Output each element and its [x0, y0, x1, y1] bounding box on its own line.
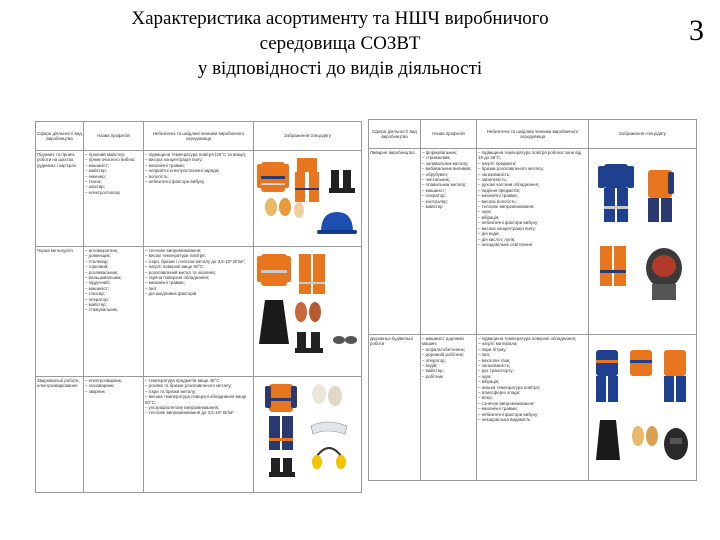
header-professions: Назва професій	[421, 120, 477, 149]
list-item: – стрижневик;	[422, 155, 451, 161]
list-item: – оператор;	[422, 357, 446, 363]
list-item: – гаряча поверхня обладнання;	[145, 275, 210, 281]
row-hazards	[144, 377, 254, 493]
row-professions	[421, 149, 477, 335]
list-item: – машиніст дорожніх машин;	[422, 336, 465, 347]
list-item: – падіння предметів;	[478, 187, 521, 193]
table-row	[369, 149, 697, 335]
gloves-icon	[295, 302, 321, 322]
list-item: – зварник	[85, 388, 105, 394]
boots-icon	[269, 458, 295, 477]
list-item: – шахтар;	[85, 184, 105, 190]
header-hazards: Небезпечні та шкідливі чинники виробничого середовища	[144, 122, 254, 151]
table-row	[36, 247, 362, 377]
miner-workwear-illustration	[255, 152, 361, 244]
header-sphere: Сфера діяльності вид виробництва	[36, 122, 84, 151]
row-professions	[421, 335, 477, 481]
row-sphere: Дорожньо-будівельні роботи	[369, 335, 421, 481]
list-item: – механічні травми;	[145, 280, 185, 286]
apron-icon	[259, 300, 289, 344]
list-item: – підручний;	[85, 280, 111, 286]
list-item: – незадовільна видимість	[478, 417, 531, 423]
row-sphere: Ливарне виробництво	[369, 149, 421, 335]
jacket-icon	[630, 350, 652, 376]
road-works-workwear-illustration	[590, 336, 696, 476]
row-sphere: Зварювальні роботи, електрозварювання	[36, 377, 84, 493]
list-item: – сталевар;	[85, 258, 109, 264]
list-item: – загазованість;	[478, 363, 511, 369]
list-item: – бризки розплавленого металу;	[478, 166, 544, 172]
list-item: – технік;	[85, 179, 102, 185]
gloves-icon	[632, 426, 658, 446]
list-item: – незадовільне освітлення	[478, 241, 533, 247]
list-item: – машиніст;	[85, 162, 109, 168]
list-item: – високі температури повітря;	[145, 253, 206, 259]
gloves-icon	[312, 384, 342, 406]
list-item: – іскри та бризки металу;	[145, 388, 197, 394]
list-item: – механічні травми;	[478, 406, 518, 412]
list-item: – майстер;	[85, 168, 107, 174]
list-item: – обрубувач;	[422, 171, 449, 177]
row-hazards	[477, 335, 589, 481]
apron-icon	[596, 420, 620, 460]
list-item: – горновий;	[85, 264, 109, 270]
row-hazards	[477, 149, 589, 335]
list-item: – водій;	[422, 363, 438, 369]
right-table	[368, 119, 697, 481]
row-sphere: Підземні та гірничі роботи на шахтах, рудниках і кар'єрах	[36, 151, 84, 247]
list-item: – механічні травми;	[145, 162, 185, 168]
list-item: – заливальник металу;	[422, 160, 469, 166]
list-item: – дія води;	[478, 231, 500, 237]
list-item: – теплове випромінювання;	[478, 204, 535, 210]
jacket-icon	[664, 350, 686, 402]
row-professions	[84, 377, 144, 493]
page-number: 3	[689, 14, 704, 47]
list-item: – доменщик;	[85, 253, 111, 259]
list-item: – нагріті предмети;	[478, 160, 517, 166]
list-item: – підвищена температура поверхні обладнання;	[478, 336, 577, 341]
list-item: – неприятні електростатичні заряди;	[145, 168, 220, 174]
list-item: – дія кислот, лугів;	[478, 236, 516, 242]
jacket-icon	[596, 350, 618, 402]
table-header-row	[369, 120, 697, 149]
header-professions: Назва професій	[84, 122, 144, 151]
list-item: – машиніст;	[422, 187, 446, 193]
jacket-icon	[648, 170, 674, 222]
title-line-3: у відповідності до видів діяльності	[197, 58, 483, 79]
list-item: – розливальник;	[85, 269, 119, 275]
list-item: – небезпечні фактори вибуху	[145, 179, 205, 185]
list-item: – висока температура поверхні обладнання вище 60°C;	[145, 394, 247, 405]
list-item: – вальцювальник;	[85, 275, 122, 281]
list-item: – рухомі частини обладнання;	[478, 182, 540, 188]
list-item: – сонячне випромінювання;	[478, 400, 535, 406]
list-item: – пил;	[478, 352, 491, 358]
foundry-workwear-illustration	[590, 150, 696, 330]
list-item: – робітник	[422, 373, 443, 379]
helmet-icon	[317, 212, 357, 234]
list-item: – майстер;	[85, 302, 107, 308]
list-item: – іскри, бризки і сплески металу до 3,5·10⁵ Вт/м²;	[145, 258, 245, 264]
list-item: – слюсар;	[85, 291, 106, 297]
list-item: – атмосферні опади;	[478, 390, 521, 396]
list-item: – вихлопні гази;	[478, 357, 511, 363]
row-professions	[84, 151, 144, 247]
list-item: – шум;	[478, 209, 492, 215]
list-item: – плавильник металу;	[422, 182, 467, 188]
list-item: – інженер;	[85, 173, 106, 179]
list-item: – стажувальник	[85, 307, 117, 313]
list-item: – вібрація;	[478, 379, 500, 385]
list-item: – загазованість;	[478, 171, 511, 177]
table-row	[369, 335, 697, 481]
table-header-row	[36, 122, 362, 151]
header-sphere: Сфера діяльності вид виробництва	[369, 120, 421, 149]
list-item: – вибивальник виливків;	[422, 166, 472, 172]
boots-icon	[295, 332, 323, 353]
list-item: – формувальник;	[422, 150, 458, 155]
list-item: – майстер	[422, 204, 443, 210]
list-item: – оператор;	[422, 193, 446, 199]
boots-icon	[329, 170, 355, 193]
list-item: – пари бітуму;	[478, 346, 507, 352]
workwear-images	[254, 247, 362, 377]
title-line-1: Характеристика асортименту та НШЧ виробничого	[131, 8, 549, 29]
list-item: – дія шкідливих факторів	[145, 291, 197, 297]
workwear-images	[589, 149, 697, 335]
list-item: – гірничий майстер;	[85, 152, 126, 157]
list-item: – чистильник;	[422, 177, 450, 183]
page-title	[60, 6, 620, 81]
list-item: – пил;	[145, 285, 158, 291]
list-item: – небезпечні фактори вибуху;	[478, 220, 539, 226]
list-item: – асфальтобетонник;	[422, 346, 465, 352]
title-line-2: середовища СОЗВТ	[259, 33, 421, 54]
table-row	[36, 377, 362, 493]
face-shield-icon	[646, 248, 682, 300]
list-item: – теплове випромінювання;	[145, 248, 202, 253]
list-item: – дорожній робітник;	[422, 352, 464, 358]
welder-workwear-illustration	[255, 378, 361, 488]
list-item: – електрослюсар	[85, 189, 120, 195]
list-item: – висока вологість;	[478, 198, 517, 204]
trousers-icon	[600, 246, 626, 286]
list-item: – нагріті поверхні вище 60°C;	[145, 264, 205, 270]
row-hazards	[144, 247, 254, 377]
workwear-images	[254, 151, 362, 247]
trousers-icon	[269, 416, 293, 450]
list-item: – електрозварник;	[85, 378, 122, 383]
header-images: Зображення спецодягу	[589, 120, 697, 149]
list-item: – гірник очисного вибою;	[85, 157, 136, 163]
list-item: – вітер;	[478, 395, 494, 401]
list-item: – розплавлений метал та окалина;	[145, 269, 216, 275]
list-item: – небезпечні фактори вибуху;	[478, 411, 539, 417]
header-images: Зображення спецодягу	[254, 122, 362, 151]
list-item: – підвищена температура повітря робочої зони від 18 до 35°C;	[478, 150, 582, 161]
list-item: – механічні травми;	[478, 193, 518, 199]
list-item: – машиніст;	[85, 285, 109, 291]
welding-mask-icon	[664, 428, 688, 460]
trousers-icon	[299, 254, 325, 294]
header-hazards: Небезпечні та шкідливі чинники виробничого середовища	[477, 120, 589, 149]
overalls-icon	[295, 158, 319, 202]
overalls-icon	[598, 164, 634, 222]
list-item: – низька температура повітря;	[478, 384, 540, 390]
list-item: – майстер;	[422, 368, 444, 374]
row-sphere: Чорна металургія	[36, 247, 84, 377]
list-item: – теплове випромінювання до 3,5·10⁵ Вт/м²	[145, 410, 234, 416]
row-hazards	[144, 151, 254, 247]
goggles-icon	[333, 336, 357, 344]
list-item: – вологість;	[145, 173, 169, 179]
list-item: – контролер;	[422, 198, 448, 204]
row-professions	[84, 247, 144, 377]
jacket-icon	[257, 254, 291, 286]
list-item: – висока концентрація пилу;	[145, 157, 203, 163]
list-item: – температура предметів вище 45°C;	[145, 378, 221, 383]
list-item: – нагріті матеріали;	[478, 341, 518, 347]
list-item: – ультрафіолетове випромінювання;	[145, 405, 220, 411]
list-item: – вібрація;	[478, 214, 500, 220]
table-row	[36, 151, 362, 247]
goggles-icon	[311, 422, 347, 434]
list-item: – рух транспорту;	[478, 368, 514, 374]
workwear-images	[589, 335, 697, 481]
list-item: – висока концентрація пилу;	[478, 225, 536, 231]
list-item: – шум;	[478, 373, 492, 379]
left-table	[35, 121, 362, 493]
workwear-images	[254, 377, 362, 493]
list-item: – підвищена температура повітря (26°C та вище);	[145, 152, 247, 157]
ear-muffs-icon	[312, 448, 346, 469]
list-item: – газозварник;	[85, 383, 115, 389]
list-item: – розлив та бризки розплавленого металу;	[145, 383, 232, 389]
metallurgy-workwear-illustration	[255, 248, 361, 372]
jacket-icon	[265, 384, 297, 412]
list-item: – агломератник;	[85, 248, 118, 253]
jacket-icon	[257, 162, 289, 192]
list-item: – запиленість;	[478, 177, 508, 183]
list-item: – оператор;	[85, 296, 109, 302]
